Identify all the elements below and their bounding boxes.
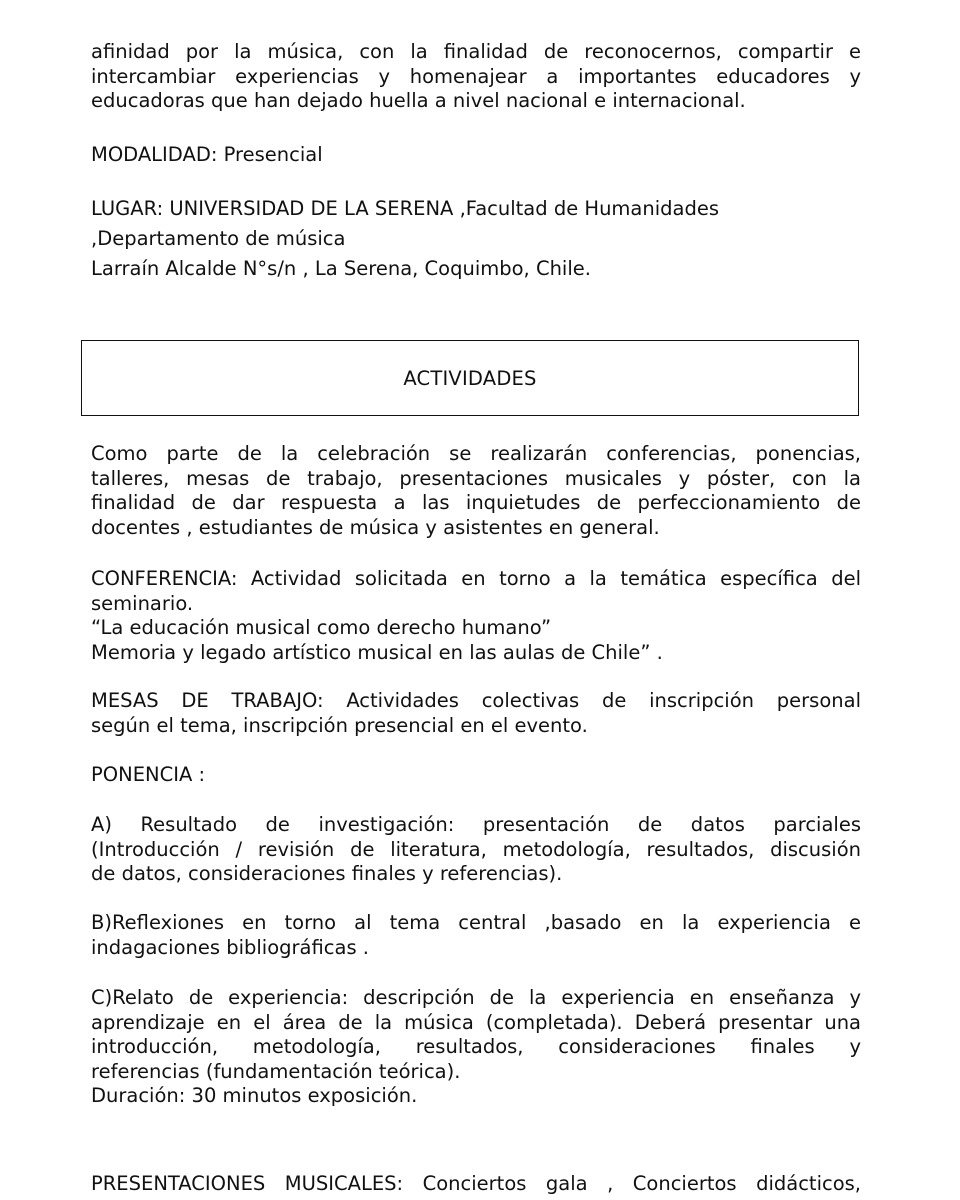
mesas-line-2: según el tema, inscripción presencial en el evento.	[91, 713, 588, 737]
intro-paragraph	[91, 40, 861, 114]
intro-line-2: intercambiar experiencias y homenajear a importantes educadores y	[91, 64, 861, 88]
ponencia-b-line-2: indagaciones bibliográficas .	[91, 935, 370, 959]
lugar-line-2: ,Departamento de música	[91, 227, 346, 250]
modalidad-text: MODALIDAD: Presencial	[91, 143, 323, 166]
mesas-block	[91, 689, 861, 738]
ponencia-b-block	[91, 911, 861, 960]
ponencia-heading-text: PONENCIA :	[91, 763, 206, 786]
actividades-line-2: talleres, mesas de trabajo, presentaciones musicales y póster, con la	[91, 466, 861, 490]
ponencia-c-line-3: introducción, metodología, resultados, consideraciones finales y	[91, 1035, 861, 1058]
conferencia-block	[91, 567, 861, 665]
lugar-line-1: LUGAR: UNIVERSIDAD DE LA SERENA ,Facultad de Humanidades	[91, 197, 720, 220]
intro-line-3: educadoras que han dejado huella a nivel nacional e internacional.	[91, 89, 746, 112]
actividades-line-1: Como parte de la celebración se realizarán conferencias, ponencias,	[91, 442, 861, 465]
section-title: ACTIVIDADES	[403, 366, 537, 390]
conferencia-line-3: “La educación musical como derecho humano”	[91, 616, 552, 639]
ponencia-heading	[91, 763, 861, 788]
lugar-line-3: Larraín Alcalde N°s/n , La Serena, Coquimbo, Chile.	[91, 257, 591, 280]
lugar-block	[91, 194, 861, 284]
conferencia-line-4: Memoria y legado artístico musical en las aulas de Chile” .	[91, 640, 663, 664]
modalidad-line	[91, 143, 861, 168]
ponencia-a-line-1: A) Resultado de investigación: presentación de datos parciales	[91, 813, 861, 836]
mesas-line-1: MESAS DE TRABAJO: Actividades colectivas de inscripción personal	[91, 689, 861, 712]
actividades-intro	[91, 442, 861, 540]
ponencia-c-line-4: referencias (fundamentación teórica).	[91, 1059, 461, 1083]
section-title-box	[81, 340, 859, 416]
intro-line-1: afinidad por la música, con la finalidad de reconocernos, compartir e	[91, 40, 861, 63]
ponencia-a-line-2: (Introducción / revisión de literatura, metodología, resultados, discusión	[91, 837, 861, 861]
ponencia-a-line-3: de datos, consideraciones finales y referencias).	[91, 862, 563, 885]
ponencia-c-line-5: Duración: 30 minutos exposición.	[91, 1084, 418, 1107]
ponencia-c-line-2: aprendizaje en el área de la música (completada). Deberá presentar una	[91, 1010, 861, 1034]
ponencia-c-block	[91, 986, 861, 1109]
ponencia-a-block	[91, 813, 861, 887]
conferencia-line-1: CONFERENCIA: Actividad solicitada en torno a la temática específica del	[91, 567, 861, 590]
actividades-line-4: docentes , estudiantes de música y asistentes en general.	[91, 515, 660, 539]
ponencia-c-line-1: C)Relato de experiencia: descripción de la experiencia en enseñanza y	[91, 986, 861, 1009]
presentaciones-line-1: PRESENTACIONES MUSICALES: Conciertos gala , Conciertos didácticos,	[91, 1172, 861, 1195]
conferencia-line-2: seminario.	[91, 591, 194, 615]
ponencia-b-line-1: B)Reflexiones en torno al tema central ,basado en la experiencia e	[91, 911, 861, 934]
presentaciones-block	[91, 1172, 861, 1197]
document-page	[91, 0, 861, 1200]
actividades-line-3: finalidad de dar respuesta a las inquietudes de perfeccionamiento de	[91, 491, 861, 514]
